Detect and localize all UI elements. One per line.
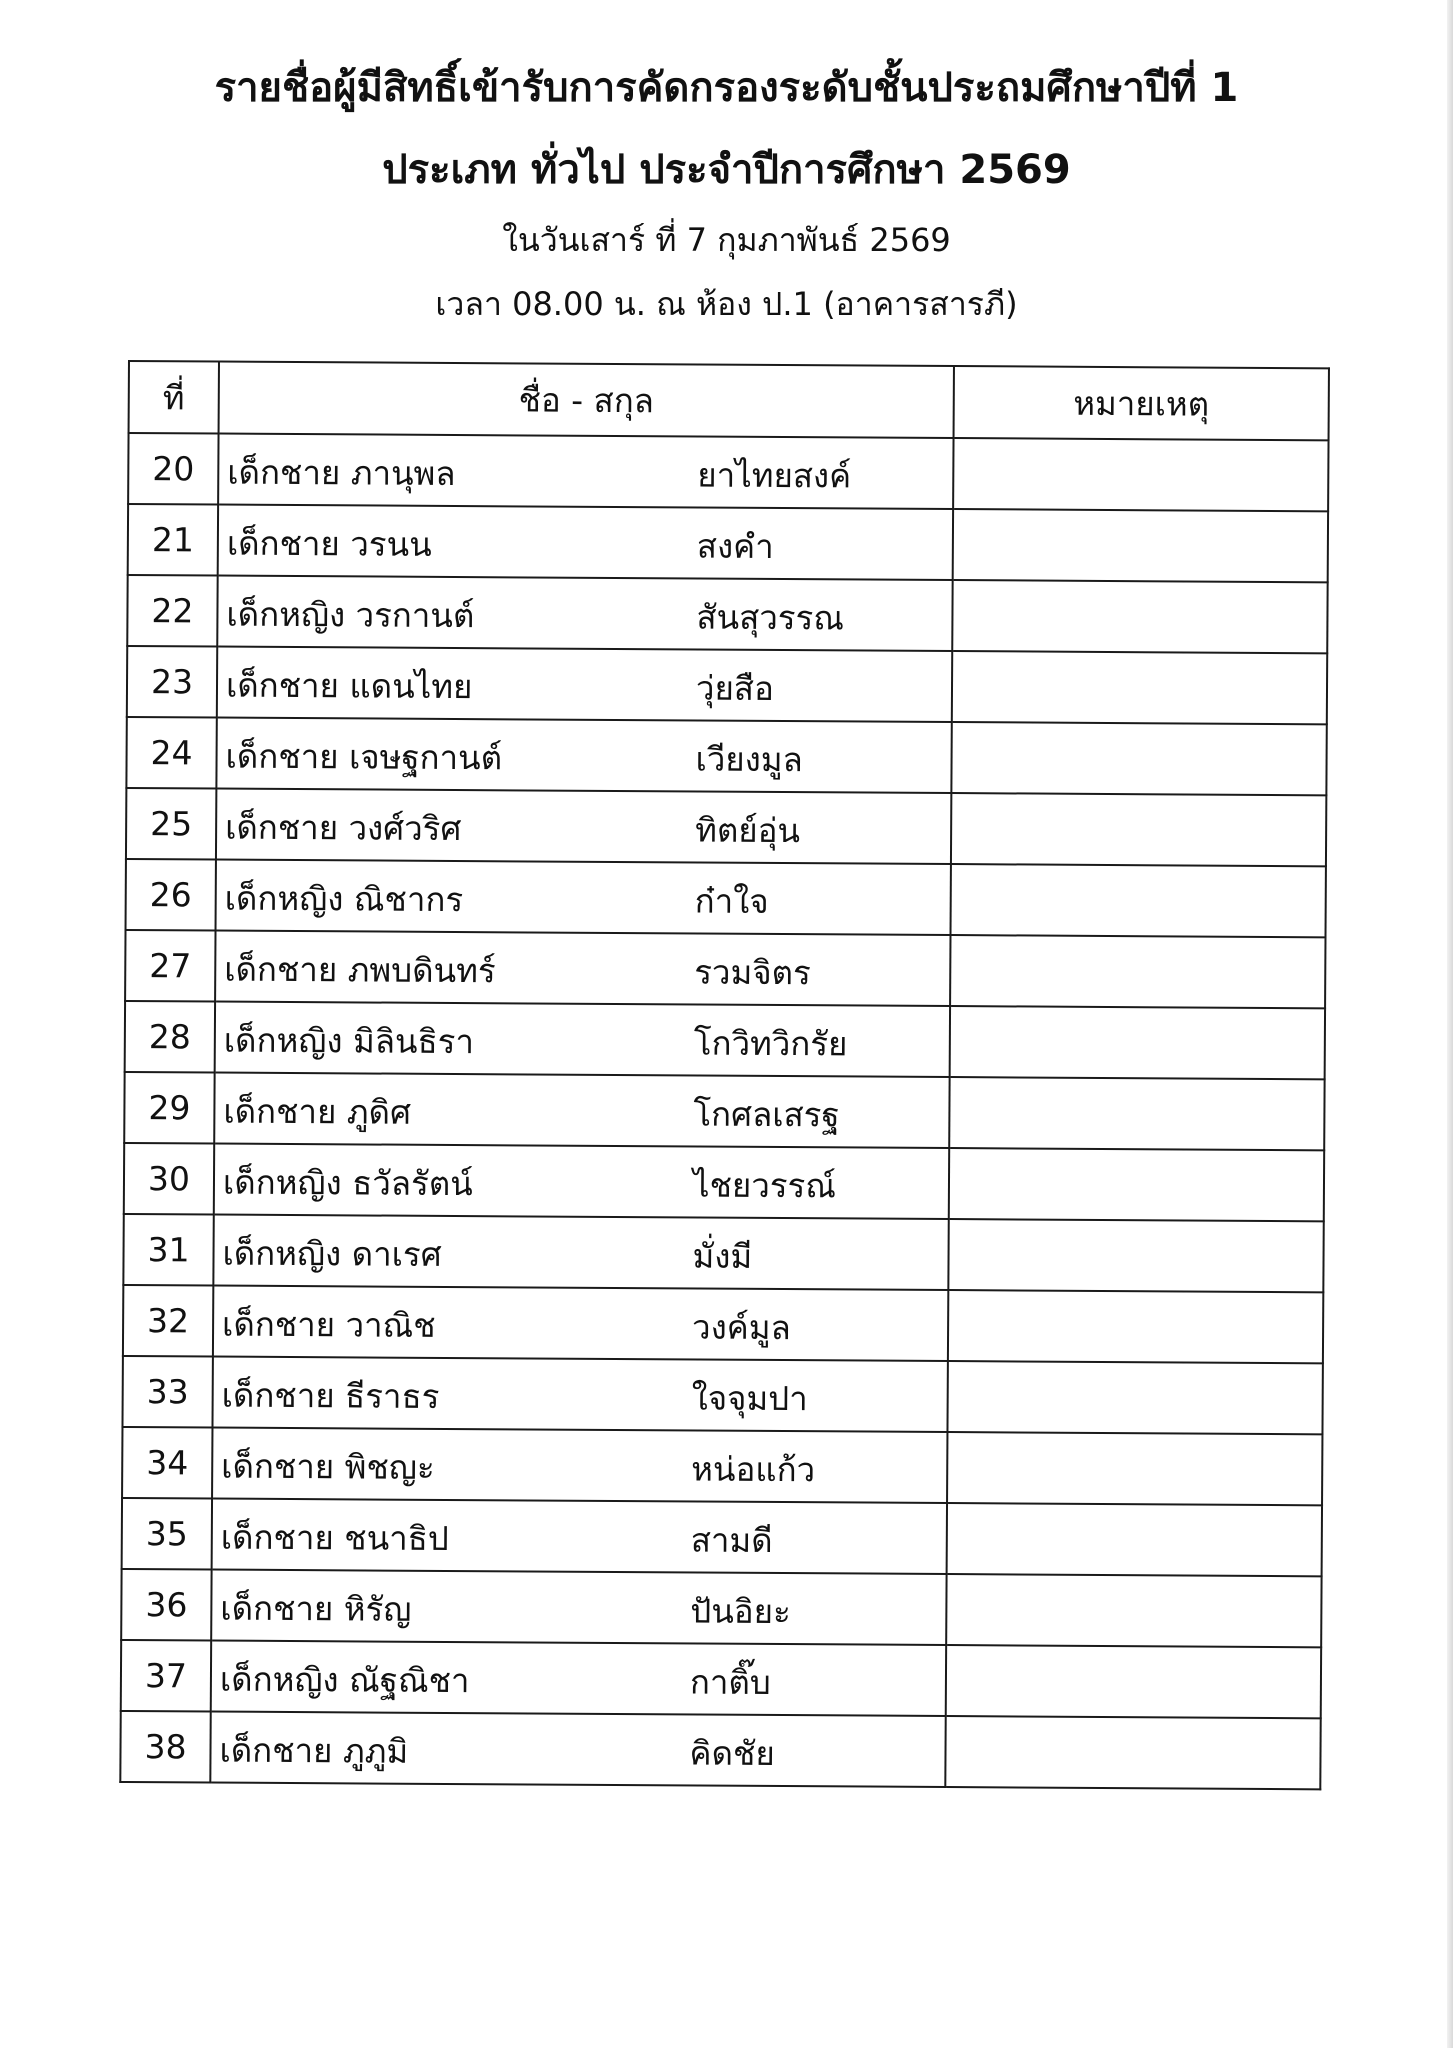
full-name-cell <box>216 860 951 935</box>
full-name-cell <box>213 1215 948 1290</box>
title-and-first-name: เด็กชาย วงศ์วริศ <box>225 807 462 849</box>
table-row <box>126 788 1326 866</box>
exam-date: ในวันเสาร์ ที่ 7 กุมภาพันธ์ 2569 <box>502 221 951 259</box>
title-and-first-name: เด็กชาย หิรัญ <box>220 1588 412 1629</box>
row-number: 26 <box>126 859 216 931</box>
title-and-first-name: เด็กหญิง ณิชากร <box>224 878 464 920</box>
table-row <box>121 1640 1321 1718</box>
remark-cell <box>947 1432 1322 1505</box>
remark-cell <box>951 722 1326 795</box>
table-row <box>126 717 1326 795</box>
row-number: 33 <box>122 1356 212 1428</box>
title-and-first-name: เด็กหญิง ดาเรศ <box>222 1233 442 1274</box>
full-name <box>219 511 952 574</box>
surname: ทิตย์อุ่น <box>695 810 801 851</box>
row-number: 30 <box>124 1143 214 1215</box>
full-name <box>218 582 951 645</box>
remark-cell <box>946 1645 1321 1718</box>
table-row <box>120 1711 1320 1789</box>
full-name-cell <box>215 1002 950 1077</box>
full-name <box>214 1221 947 1284</box>
document-title: รายชื่อผู้มีสิทธิ์เข้ารับการคัดกรองระดับชั้นประถมศึกษาปีที่ 1 <box>214 65 1239 111</box>
row-number: 21 <box>128 504 218 576</box>
full-name-cell <box>218 434 953 509</box>
remark-cell <box>949 1077 1324 1150</box>
full-name-cell <box>216 789 951 864</box>
full-name-cell <box>214 1073 949 1148</box>
table-row <box>123 1214 1323 1292</box>
remark-cell <box>952 580 1327 653</box>
full-name <box>217 866 950 929</box>
full-name <box>214 1363 947 1426</box>
title-and-first-name: เด็กชาย ภานุพล <box>227 452 456 494</box>
remark-cell <box>951 793 1326 866</box>
row-number: 36 <box>121 1569 211 1641</box>
surname: คิดชัย <box>689 1733 775 1773</box>
row-number: 28 <box>125 1001 215 1073</box>
table-row <box>122 1356 1322 1434</box>
surname: สงคำ <box>696 526 774 566</box>
column-header-name: ชื่อ - สกุล <box>219 362 954 438</box>
surname: ก๋าใจ <box>694 881 769 921</box>
full-name <box>215 1150 948 1213</box>
full-name <box>213 1434 946 1497</box>
title-and-first-name: เด็กชาย ภูดิศ <box>223 1091 412 1132</box>
table-row <box>127 646 1327 724</box>
row-number: 35 <box>122 1498 212 1570</box>
full-name <box>216 937 949 1000</box>
full-name <box>213 1505 946 1568</box>
surname: หน่อแก้ว <box>691 1449 816 1490</box>
title-and-first-name: เด็กชาย พิชญะ <box>221 1446 435 1487</box>
full-name-cell <box>216 718 951 793</box>
table-row <box>127 575 1327 653</box>
row-number: 34 <box>122 1427 212 1499</box>
surname: ใจจุมปา <box>691 1378 808 1419</box>
row-number: 38 <box>120 1711 210 1783</box>
title-and-first-name: เด็กหญิง วรกานต์ <box>226 594 475 636</box>
table-row <box>124 1143 1324 1221</box>
surname: มั่งมี <box>692 1236 753 1276</box>
table-row <box>125 1001 1325 1079</box>
row-number: 20 <box>128 433 218 505</box>
table-row <box>128 433 1328 511</box>
table-row <box>123 1285 1323 1363</box>
column-header-number: ที่ <box>129 361 219 434</box>
remark-cell <box>945 1716 1320 1789</box>
full-name <box>212 1647 945 1710</box>
full-name <box>212 1576 945 1639</box>
full-name-cell <box>218 505 953 580</box>
title-and-first-name: เด็กชาย ภพบดินทร์ <box>224 949 496 991</box>
surname: รวมจิตร <box>694 952 811 993</box>
row-number: 22 <box>127 575 217 647</box>
table-row <box>128 504 1328 582</box>
title-and-first-name: เด็กหญิง ธวัลรัตน์ <box>222 1162 473 1204</box>
surname: สามดี <box>690 1520 773 1560</box>
row-number: 31 <box>123 1214 213 1286</box>
full-name-cell <box>211 1570 946 1645</box>
title-and-first-name: เด็กหญิง ณัฐณิชา <box>219 1659 470 1701</box>
surname: ไชยวรรณ์ <box>692 1165 837 1206</box>
surname: เวียงมูล <box>695 739 803 780</box>
full-name-cell <box>215 931 950 1006</box>
surname: โกวิทวิกรัย <box>693 1023 848 1064</box>
row-number: 27 <box>125 930 215 1002</box>
surname: วุ่ยสือ <box>695 668 774 708</box>
title-and-first-name: เด็กชาย วรนน <box>226 523 432 564</box>
row-number: 29 <box>124 1072 214 1144</box>
candidate-table <box>119 360 1330 1790</box>
surname: ยาไทยสงค์ <box>697 455 852 496</box>
exam-time-location: เวลา 08.00 น. ณ ห้อง ป.1 (อาคารสารภี) <box>435 285 1018 323</box>
full-name <box>219 440 952 503</box>
remark-cell <box>952 651 1327 724</box>
table-header-row <box>129 361 1329 440</box>
surname: ปันอิยะ <box>690 1591 791 1632</box>
remark-cell <box>950 1006 1325 1079</box>
full-name <box>214 1292 947 1355</box>
remark-cell <box>948 1219 1323 1292</box>
full-name-cell <box>212 1499 947 1574</box>
remark-cell <box>949 1148 1324 1221</box>
surname: โกศลเสรฐ <box>693 1094 840 1135</box>
title-and-first-name: เด็กชาย ชนาธิป <box>220 1517 449 1558</box>
table-row <box>125 930 1325 1008</box>
full-name-cell <box>212 1428 947 1503</box>
column-header-remark: หมายเหตุ <box>954 366 1329 440</box>
title-and-first-name: เด็กชาย เจษฐกานต์ <box>225 736 503 778</box>
table-row <box>122 1498 1322 1576</box>
full-name <box>218 653 951 716</box>
document-header <box>0 62 1453 326</box>
remark-cell <box>953 509 1328 582</box>
title-and-first-name: เด็กชาย ภูภูมิ <box>219 1730 409 1771</box>
full-name-cell <box>211 1641 946 1716</box>
row-number: 37 <box>121 1640 211 1712</box>
remark-cell <box>946 1574 1321 1647</box>
full-name <box>215 1079 948 1142</box>
title-and-first-name: เด็กหญิง มิลินธิรา <box>223 1020 475 1062</box>
full-name-cell <box>213 1286 948 1361</box>
full-name <box>217 795 950 858</box>
full-name-cell <box>217 647 952 722</box>
table-row <box>121 1569 1321 1647</box>
title-and-first-name: เด็กชาย วาณิช <box>221 1304 436 1345</box>
title-and-first-name: เด็กชาย ธีราธร <box>221 1375 440 1416</box>
document-subtitle: ประเภท ทั่วไป ประจำปีการศึกษา 2569 <box>382 147 1071 193</box>
row-number: 23 <box>127 646 217 718</box>
full-name-cell <box>210 1712 945 1787</box>
table-row <box>126 859 1326 937</box>
remark-cell <box>947 1361 1322 1434</box>
title-and-first-name: เด็กชาย แดนไทย <box>225 665 473 707</box>
remark-cell <box>948 1290 1323 1363</box>
full-name <box>211 1718 944 1781</box>
candidate-table-body <box>120 433 1328 1789</box>
remark-cell <box>950 935 1325 1008</box>
full-name-cell <box>214 1144 949 1219</box>
remark-cell <box>953 438 1328 511</box>
row-number: 32 <box>123 1285 213 1357</box>
full-name <box>217 724 950 787</box>
full-name-cell <box>217 576 952 651</box>
full-name <box>216 1008 949 1071</box>
table-row <box>124 1072 1324 1150</box>
full-name-cell <box>212 1357 947 1432</box>
remark-cell <box>951 864 1326 937</box>
surname: กาติ๊บ <box>689 1662 771 1702</box>
row-number: 25 <box>126 788 216 860</box>
remark-cell <box>947 1503 1322 1576</box>
surname: สันสุวรรณ <box>696 597 844 638</box>
table-row <box>122 1427 1322 1505</box>
surname: วงค์มูล <box>691 1307 791 1348</box>
row-number: 24 <box>126 717 216 789</box>
